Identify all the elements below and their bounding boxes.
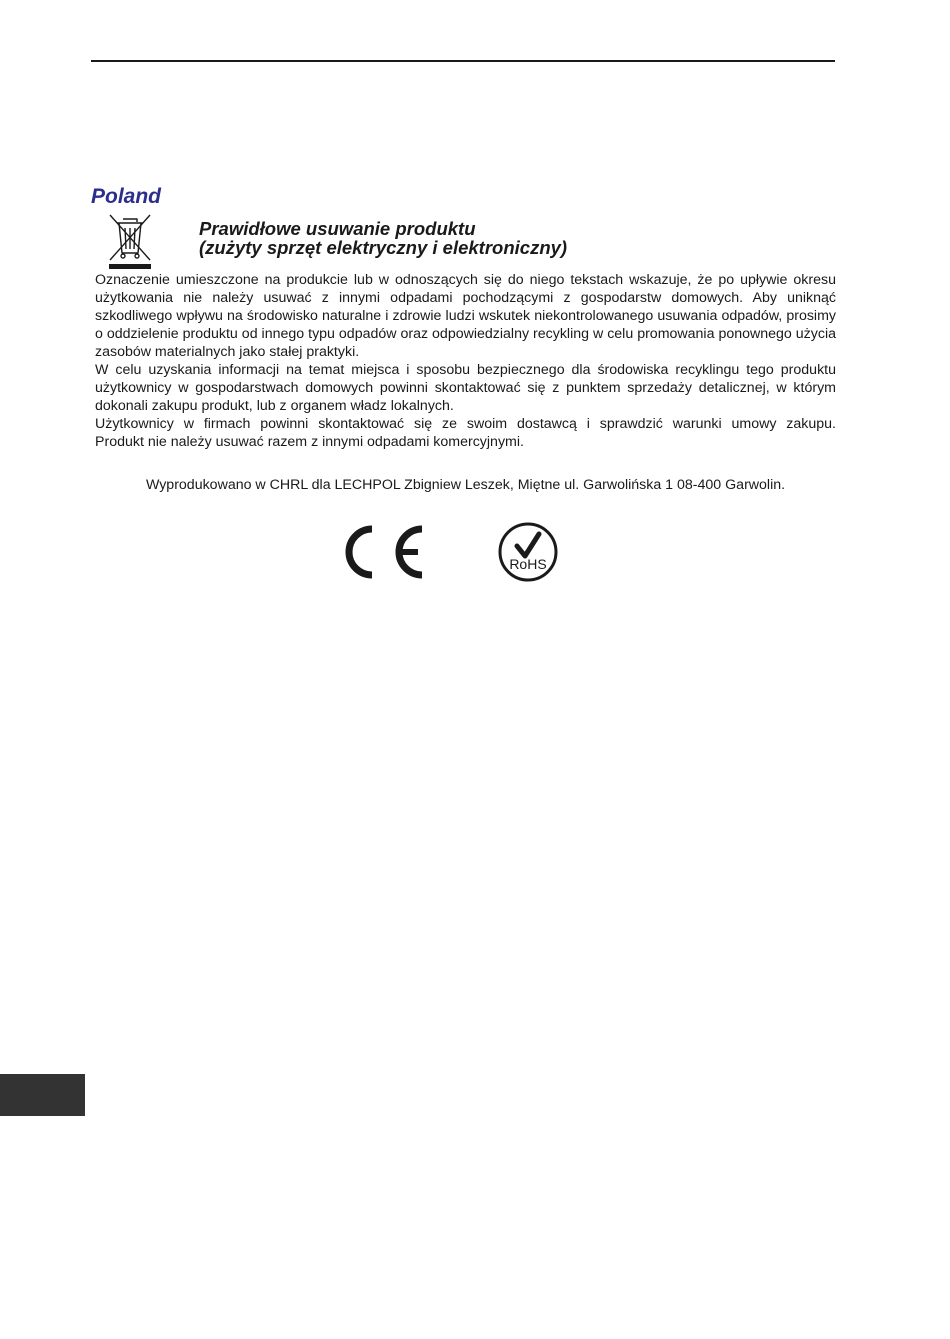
disposal-paragraph: W celu uzyskania informacji na temat miejsca i sposobu bezpiecznego dla środowiska recyklingu tego produktu użytkownicy w gospodarstwach domowych powinni skontaktować się z punktem sprzedaży detalicznej, w którym dokonali zakupu produkt, lub z organem władz lokalnych. [95, 362, 836, 414]
disposal-title [199, 219, 567, 257]
disposal-paragraph: Użytkownicy w firmach powinni skontaktować się ze swoim dostawcą i sprawdzić warunki umowy zakupu. [95, 416, 836, 432]
disposal-paragraph: Produkt nie należy usuwać razem z innymi odpadami komercyjnymi. [95, 434, 524, 450]
crossed-out-bin-icon [107, 212, 153, 270]
ce-mark-icon [342, 522, 426, 582]
country-heading: Poland [91, 185, 162, 208]
manufacturer-line: Wyprodukowano w CHRL dla LECHPOL Zbigniew Leszek, Miętne ul. Garwolińska 1 08-400 Garwolin. [145, 477, 786, 493]
top-rule [91, 60, 835, 62]
section-tab [0, 1074, 85, 1116]
disposal-title-line1: Prawidłowe usuwanie produktu [199, 218, 476, 239]
rohs-mark-icon [497, 521, 559, 583]
disposal-body [95, 271, 836, 451]
rohs-label: RoHS [509, 556, 547, 572]
disposal-paragraph: Oznaczenie umieszczone na produkcie lub w odnoszących się do niego tekstach wskazuje, że po upływie okresu użytkowania nie należy usuwać z innymi odpadami pochodzącymi z gospodarstw domowych. Aby uniknąć szkodliwego wpływu na środowisko naturalne i zdrowie ludzi wskutek niekontrolowanego usuwania odpadów, prosimy o oddzielenie produktu od innego typu odpadów oraz odpowiedzialny recykling w celu promowania ponownego użycia zasobów materialnych jako stałej praktyki. [95, 272, 836, 360]
disposal-title-line2: (zużyty sprzęt elektryczny i elektroniczny) [199, 237, 568, 258]
